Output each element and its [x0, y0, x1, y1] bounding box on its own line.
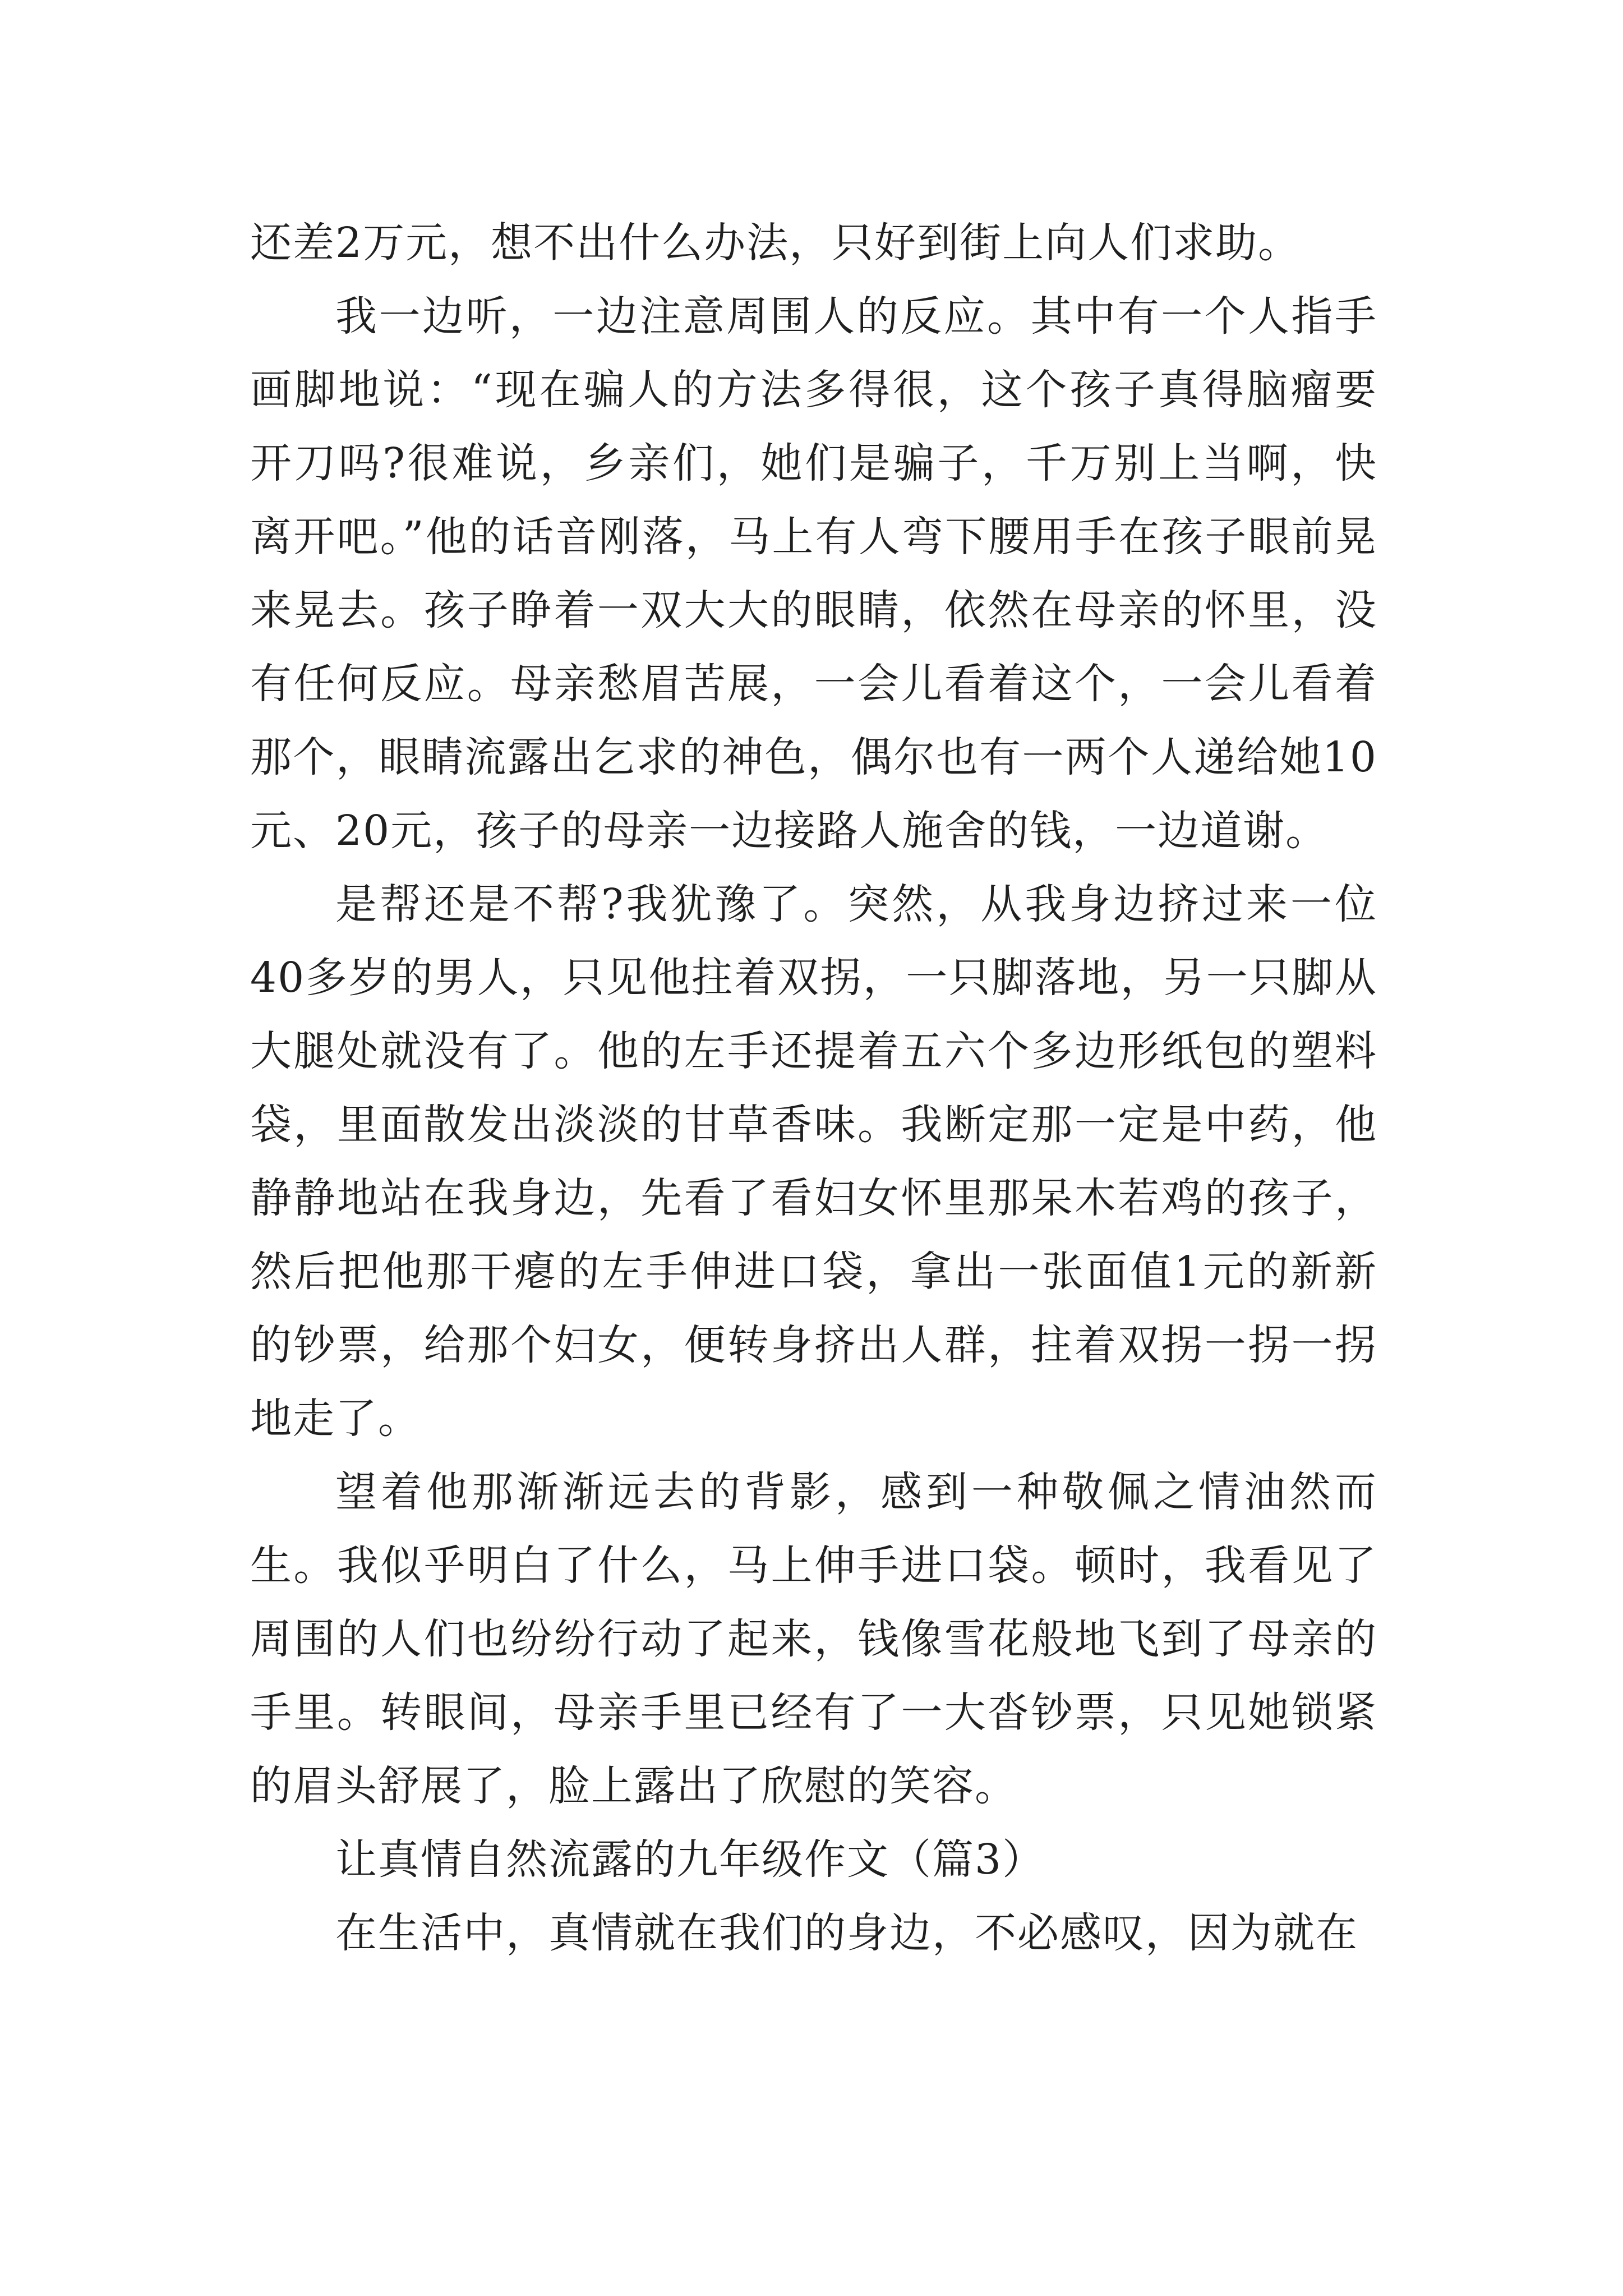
paragraph-3: 是帮还是不帮?我犹豫了。突然，从我身边挤过来一位40多岁的男人，只见他拄着双拐，一只脚落地，另一只脚从大腿处就没有了。他的左手还提着五六个多边形纸包的塑料袋，里面散发出淡淡的甘草香味。我断定那一定是中药，他静静地站在我身边，先看了看妇女怀里那呆木若鸡的孩子，然后把他那干瘪的左手伸进口袋，拿出一张面值1元的新新的钞票，给那个妇女，便转身挤出人群，拄着双拐一拐一拐地走了。	[250, 880, 1377, 1443]
section-heading: 让真情自然流露的九年级作文（篇3）	[335, 1835, 1045, 1884]
paragraph-2: 我一边听，一边注意周围人的反应。其中有一个人指手画脚地说：“现在骗人的方法多得很，这个孩子真得脑瘤要开刀吗?很难说，乡亲们，她们是骗子，千万别上当啊，快离开吧。”他的话音刚落，马上有人弯下腰用手在孩子眼前晃来晃去。孩子睁着一双大大的眼睛，依然在母亲的怀里，没有任何反应。母亲愁眉苦展，一会儿看着这个，一会儿看着那个，眼睛流露出乞求的神色，偶尔也有一两个人递给她10元、20元，孩子的母亲一边接路人施舍的钱，一边道谢。	[250, 292, 1377, 855]
paragraph-4: 望着他那渐渐远去的背影，感到一种敬佩之情油然而生。我似乎明白了什么，马上伸手进口袋。顿时，我看见了周围的人们也纷纷行动了起来，钱像雪花般地飞到了母亲的手里。转眼间，母亲手里已经有了一大沓钞票，只见她锁紧的眉头舒展了，脸上露出了欣慰的笑容。	[250, 1468, 1377, 1810]
document-body	[250, 206, 1377, 1970]
paragraph-5: 在生活中，真情就在我们的身边，不必感叹，因为就在	[335, 1909, 1358, 1957]
paragraph-1: 还差2万元，想不出什么办法，只好到街上向人们求助。	[250, 219, 1301, 267]
